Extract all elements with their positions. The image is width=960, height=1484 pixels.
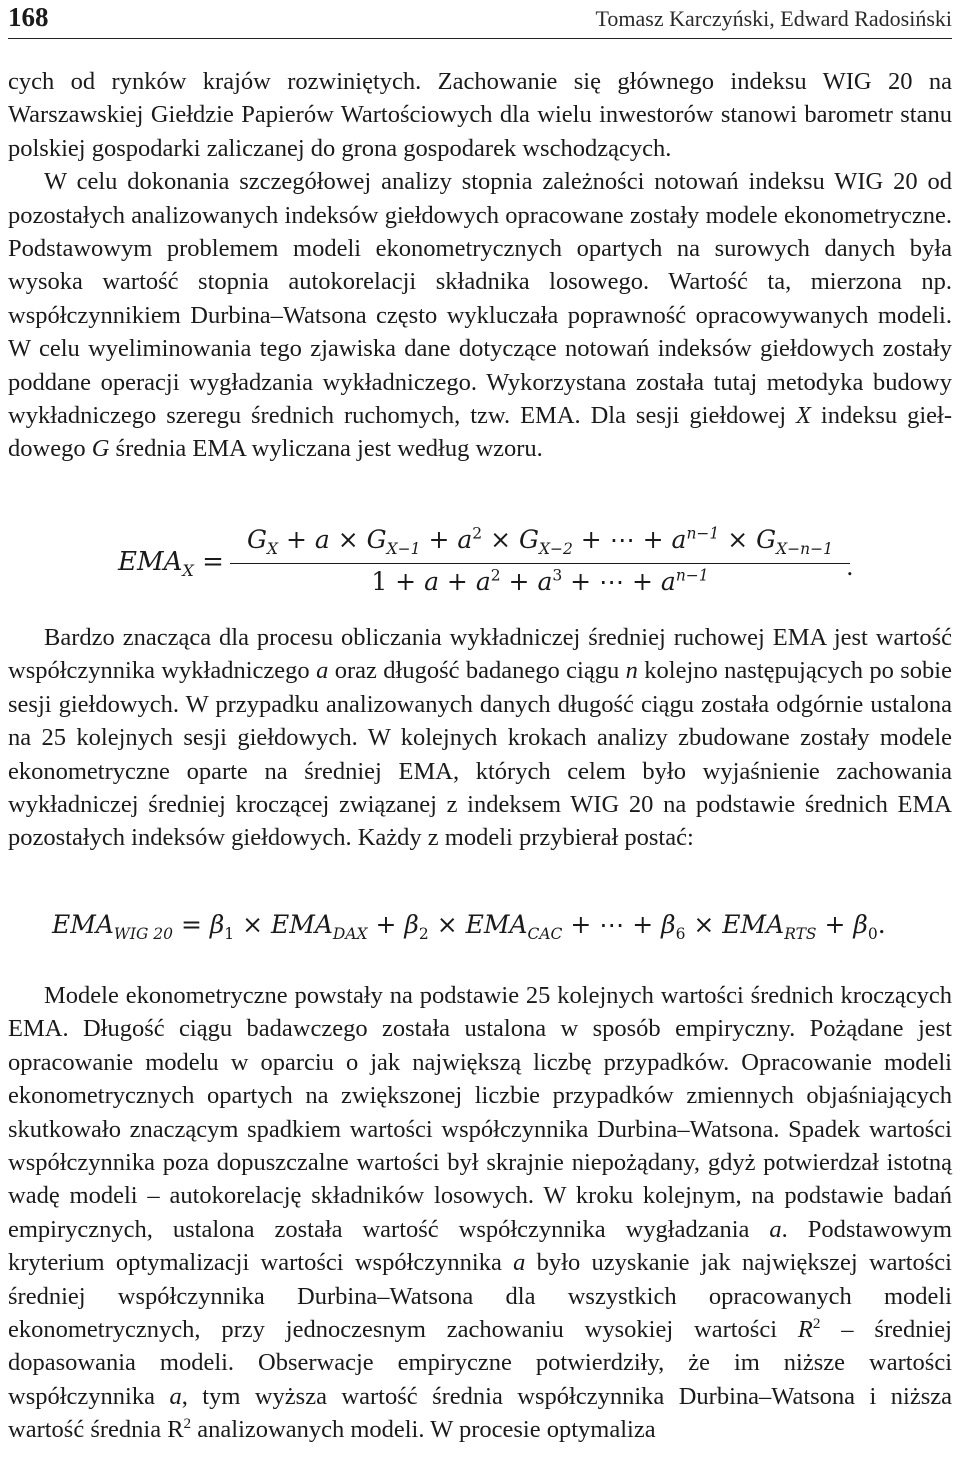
fraction-bar [230,563,850,564]
paragraph-ema-method [8,165,952,466]
formula-ema-denominator: $1 + a + a^2 + a^3$ + ⋯ + $a^{n-1}$ [371,566,709,596]
text-block-coefficient [8,621,952,855]
header-rule [8,38,952,39]
text-run: analizowanych modeli. W procesie optymaliza [191,1416,656,1444]
variable-n: n [625,657,638,685]
text-run: – średniej dopasowania modeli. Obserwacje empiryczne potwierdziły, że im niższe wartości współczynnika [8,1316,952,1410]
text-run: Modele ekonometryczne powstały na podstawie 25 kolejnych wartości średnich kroczących EMA. Długość ciągu badawczego została ustalona w sposób empiryczny. Pożądane jest opracowanie modelu w oparciu o jak największą liczbę przypadków. Opracowanie modeli ekonometrycznych opartych na zwiększonej liczbie przypadków zmiennych objaśniających skutkowało znaczącym spadkiem wartości współczynnika Durbina–Watsona. Spadek wartości współczynnika poza dopuszczalne wartości był skrajnie niepożądany, gdyż potwierdzał istotną wadę modeli – autokorelację składników losowych. W kroku kolejnym, na podstawie badań empirycznych, ustalona została wartość współczynnika wygładzania [8,982,952,1243]
text-run: było uzyskanie jak największej wartości średniej współczynnika Durbina–Watsona dla wszystkich opracowanych modeli ekonometrycznych, przy jednoczesnym zachowaniu wysokiej wartości [8,1249,952,1344]
text-run: indeksu giełdowego [8,402,952,463]
paragraph-coefficient [8,621,952,855]
text-run: Bardzo znacząca dla procesu obliczania wykładniczej średniej ruchowej EMA jest wartość współczynnika wykładniczego [8,624,952,685]
text-run: oraz długość badanego ciągu [328,657,626,685]
formula-symbol: EMA [118,547,183,577]
formula-ema-numerator: $G_X + a \times G_{X-1} + a^2 \times G_{X-2}$ + ⋯ + $a^{n-1} \times G_{X-n-1}$ [247,524,833,558]
text-run: kolejno następujących po sobie sesji giełdowych. W przypadku analizowanych danych długość ciągu została odgórnie ustalona na 25 kolejnych sesji giełdowych. W kolejnych krokach analizy zbudowane zostały modele ekonometryczne oparte na średniej EMA, których celem było wyjaśnienie zachowania wykładniczej średniej kroczącej związanej z indeksem WIG 20 na podstawie średnich EMA pozostałych indeksów giełdowych. Każdy z modeli przybierał postać: [8,657,952,852]
variable-a: a [316,657,329,685]
paragraph-models [8,979,952,1447]
superscript-2: 2 [183,1415,192,1433]
formula-equals: = [193,547,224,577]
page-number: 168 [8,2,49,32]
paragraph-continuation: cych od rynków krajów rozwiniętych. Zachowanie się głównego indeksu WIG 20 na Warszawskiej Giełdzie Papierów Wartościowych dla wielu inwestorów stanowi barometr stanu polskiej gospodarki zaliczanej do grona gospodarek wschodzących. [8,68,952,162]
formula-period: . [846,553,854,581]
variable-a: a [169,1382,182,1410]
variable-x: X [796,402,811,430]
formula-wig20-model: $EMA_{WIG 20} = \beta_1 \times EMA_{DAX} + \beta_2 \times EMA_{CAC}$ + ⋯ + $\beta_6 \times EMA_{RTS} + \beta_0$. [52,910,886,943]
running-head-authors: Tomasz Karczyński, Edward Radosiński [595,6,952,31]
variable-a: a [769,1215,782,1243]
formula-ema [118,525,858,603]
page-header [8,0,952,34]
superscript-2: 2 [812,1314,821,1332]
formula-ema-lhs [118,547,224,581]
text-run: , tym wyższa wartość średnia współczynnika Durbina–Watsona i niższa wartość średnia R [8,1382,952,1444]
variable-a: a [513,1249,526,1277]
variable-g: G [91,435,110,463]
text-block-models [8,979,952,1447]
text-run: W celu dokonania szczegółowej analizy stopnia zależności notowań indeksu WIG 20 od pozostałych analizowanych indeksów giełdowych opracowane zostały modele ekonometryczne. Podstawowym problemem modeli ekonometrycznych opartych na surowych danych była wysoka wartość stopnia autokorelacji składnika losowego. Wartość ta, mierzona np. współczynnikiem Durbina–Watsona często wykluczała poprawność opracowywanych modeli. W celu wyeliminowania tego zjawiska dane dotyczące notowań indeksów giełdowych zostały poddane operacji wygładzania wykładniczego. Wykorzystana została tutaj metodyka budowy wykładniczego szeregu średnich ruchomych, tzw. EMA. Dla sesji giełdowej [8,168,952,430]
text-block-intro [8,65,952,466]
formula-subscript: X [182,561,194,581]
variable-r: R [797,1316,813,1344]
text-run: średnia EMA wyliczana jest według wzoru. [109,435,543,463]
text-run: . Podstawowym kryterium optymalizacji wartości współczynnika [8,1215,952,1277]
